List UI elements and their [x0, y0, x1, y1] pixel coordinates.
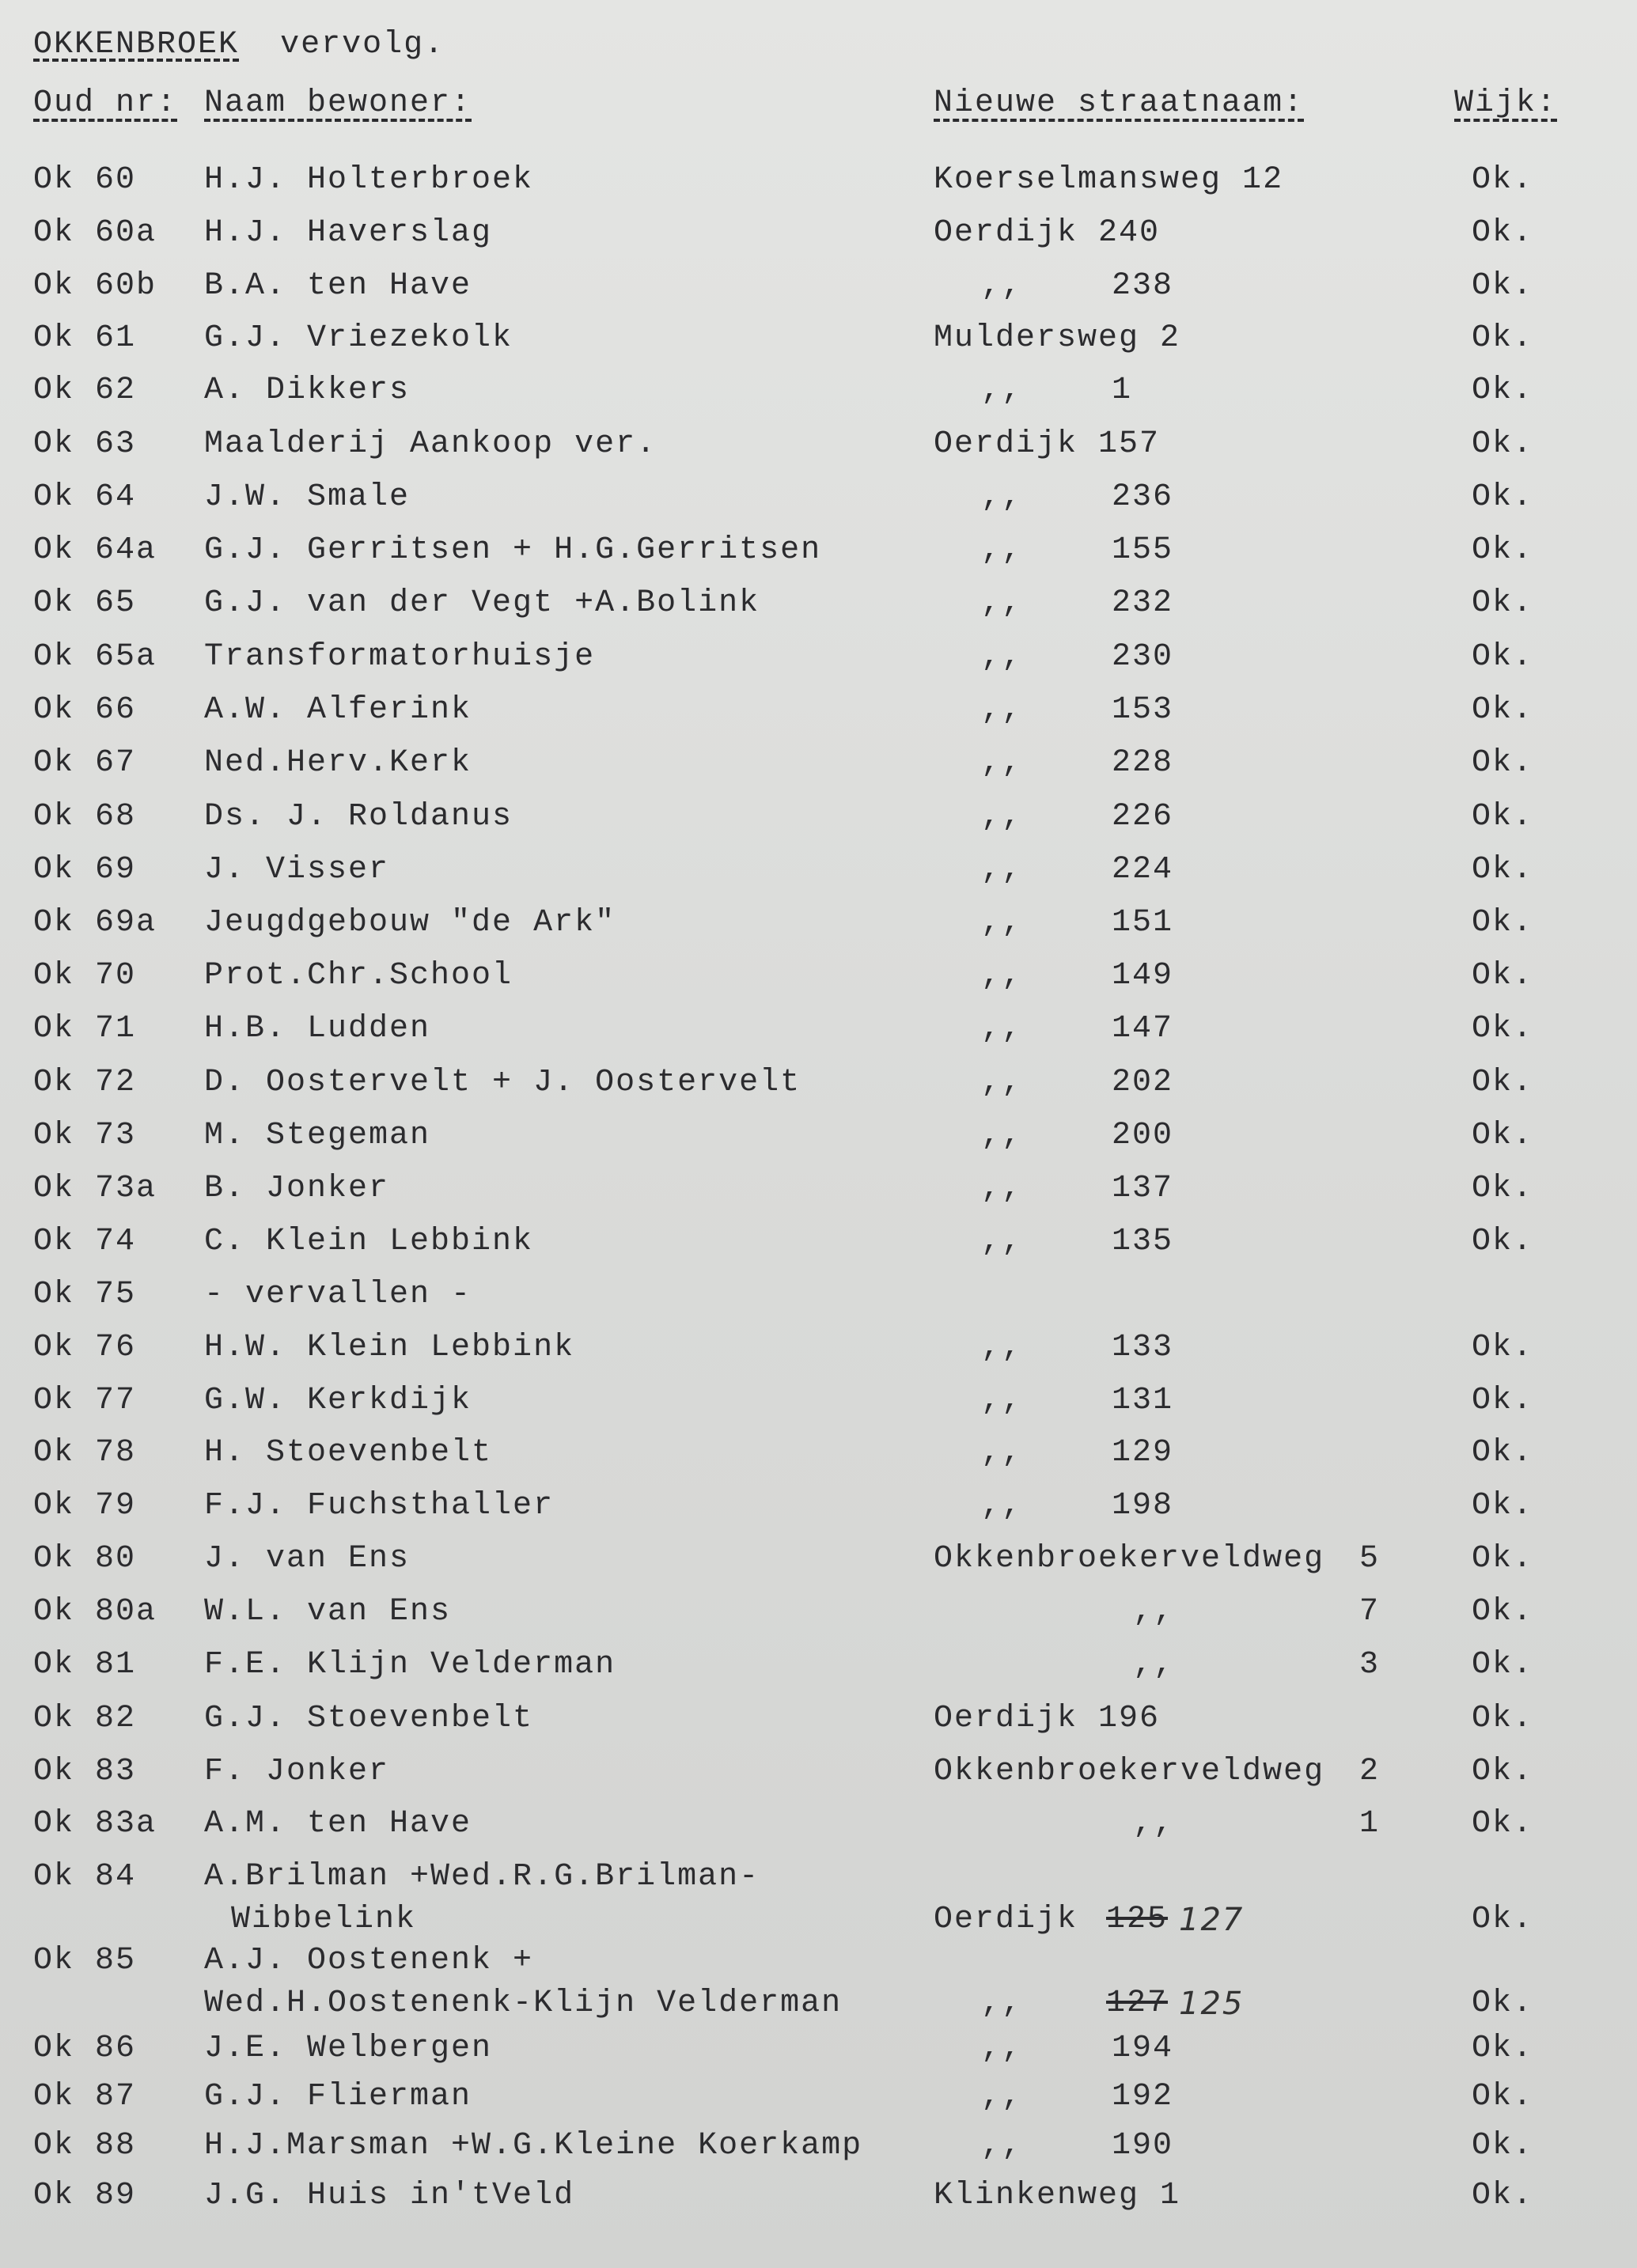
resident-name: Maalderij Aankoop ver.	[204, 426, 657, 462]
street-name: Okkenbroekerveldweg	[934, 1541, 1325, 1577]
ditto-mark: ,,	[981, 1118, 1023, 1153]
table-row	[0, 1011, 1637, 1058]
old-number: Ok 69a	[33, 905, 157, 941]
wijk-value: Ok.	[1472, 162, 1534, 198]
table-row	[0, 1943, 1637, 1990]
ditto-mark: ,,	[981, 1330, 1023, 1365]
house-number: 155	[1112, 532, 1174, 568]
wijk-value: Ok.	[1472, 1171, 1534, 1206]
house-number: 200	[1112, 1118, 1174, 1153]
resident-name: W.L. van Ens	[204, 1594, 452, 1630]
table-row	[0, 2031, 1637, 2078]
wijk-value: Ok.	[1472, 799, 1534, 835]
ditto-mark: ,,	[981, 1488, 1023, 1524]
resident-name: B. Jonker	[204, 1171, 390, 1206]
old-number: Ok 89	[33, 2178, 137, 2213]
old-number: Ok 83	[33, 1754, 137, 1789]
ditto-mark: ,,	[981, 1986, 1023, 2021]
wijk-value: Ok.	[1472, 426, 1534, 462]
ditto-mark: ,,	[981, 2079, 1023, 2115]
resident-name: J.E. Welbergen	[204, 2031, 493, 2066]
table-row	[0, 1435, 1637, 1482]
wijk-value: Ok.	[1472, 2178, 1534, 2213]
old-number: Ok 79	[33, 1488, 137, 1524]
table-row	[0, 320, 1637, 368]
table-row	[0, 852, 1637, 899]
house-number: 228	[1112, 745, 1174, 781]
old-number: Ok 85	[33, 1943, 137, 1978]
resident-name: B.A. ten Have	[204, 268, 472, 304]
old-number: Ok 78	[33, 1435, 137, 1471]
street-name: Oerdijk 157	[934, 426, 1161, 462]
wijk-value: Ok.	[1472, 1806, 1534, 1842]
resident-name: F.J. Fuchsthaller	[204, 1488, 555, 1524]
old-number: Ok 69	[33, 852, 137, 888]
old-number: Ok 63	[33, 426, 137, 462]
old-number: Ok 86	[33, 2031, 137, 2066]
table-row	[0, 1806, 1637, 1853]
old-number: Ok 60	[33, 162, 137, 198]
table-row	[0, 905, 1637, 952]
table-row	[0, 1647, 1637, 1694]
old-number: Ok 88	[33, 2128, 137, 2164]
wijk-value: Ok.	[1472, 1902, 1534, 1937]
house-number: 1	[1112, 373, 1133, 408]
old-number: Ok 60a	[33, 215, 157, 251]
wijk-value: Ok.	[1472, 1488, 1534, 1524]
resident-name: C. Klein Lebbink	[204, 1224, 534, 1259]
resident-name: Wed.H.Oostenenk-Klijn Velderman	[204, 1986, 843, 2021]
resident-name: G.J. Stoevenbelt	[204, 1701, 534, 1736]
wijk-value: Ok.	[1472, 585, 1534, 621]
table-row	[0, 162, 1637, 210]
table-row	[0, 1859, 1637, 1906]
house-number: 131	[1112, 1383, 1174, 1418]
header-nieuwe-straatnaam: Nieuwe straatnaam:	[934, 85, 1305, 121]
old-number: Ok 64a	[33, 532, 157, 568]
wijk-value: Ok.	[1472, 2031, 1534, 2066]
house-number: 190	[1112, 2128, 1174, 2164]
table-row	[0, 2178, 1637, 2225]
ditto-mark: ,,	[981, 373, 1023, 408]
table-row	[0, 2079, 1637, 2126]
house-number: 153	[1112, 692, 1174, 728]
house-number: 135	[1112, 1224, 1174, 1259]
table-row	[0, 1330, 1637, 1377]
house-number: 232	[1112, 585, 1174, 621]
table-row	[0, 1065, 1637, 1112]
table-row	[0, 532, 1637, 580]
table-row	[0, 958, 1637, 1005]
resident-name: A.J. Oostenenk +	[204, 1943, 534, 1978]
house-number: 1	[1359, 1806, 1381, 1842]
old-number: Ok 62	[33, 373, 137, 408]
wijk-value: Ok.	[1472, 1647, 1534, 1683]
old-number: Ok 75	[33, 1277, 137, 1312]
wijk-value: Ok.	[1472, 1594, 1534, 1630]
wijk-value: Ok.	[1472, 852, 1534, 888]
page-title	[33, 27, 445, 62]
house-number: 224	[1112, 852, 1174, 888]
wijk-value: Ok.	[1472, 1383, 1534, 1418]
street-name: Oerdijk 240	[934, 215, 1161, 251]
resident-name: F. Jonker	[204, 1754, 390, 1789]
old-number: Ok 68	[33, 799, 137, 835]
wijk-value: Ok.	[1472, 905, 1534, 941]
resident-name-cont: Wibbelink	[231, 1902, 417, 1937]
house-number: 151	[1112, 905, 1174, 941]
house-number: 236	[1112, 479, 1174, 515]
old-number: Ok 80a	[33, 1594, 157, 1630]
resident-name: J.G. Huis in'tVeld	[204, 2178, 575, 2213]
old-number: Ok 65a	[33, 639, 157, 675]
ditto-mark: ,,	[1133, 1806, 1175, 1842]
wijk-value: Ok.	[1472, 1754, 1534, 1789]
table-row	[0, 1383, 1637, 1430]
wijk-value: Ok.	[1472, 639, 1534, 675]
house-number: 238	[1112, 268, 1174, 304]
old-number: Ok 83a	[33, 1806, 157, 1842]
ditto-mark: ,,	[981, 479, 1023, 515]
wijk-value: Ok.	[1472, 1435, 1534, 1471]
ditto-mark: ,,	[981, 1383, 1023, 1418]
house-number: 3	[1359, 1647, 1381, 1683]
resident-name: G.W. Kerkdijk	[204, 1383, 472, 1418]
header-naam-bewoner: Naam bewoner:	[204, 85, 472, 121]
old-number: Ok 60b	[33, 268, 157, 304]
house-number: 2	[1359, 1754, 1381, 1789]
street-name: Muldersweg 2	[934, 320, 1181, 356]
table-row	[0, 1277, 1637, 1324]
ditto-mark: ,,	[981, 268, 1023, 304]
wijk-value: Ok.	[1472, 1701, 1534, 1736]
table-row	[0, 1902, 1637, 1949]
house-number: 194	[1112, 2031, 1174, 2066]
resident-name: F.E. Klijn Velderman	[204, 1647, 616, 1683]
wijk-value: Ok.	[1472, 745, 1534, 781]
resident-name: Ds. J. Roldanus	[204, 799, 513, 835]
ditto-mark: ,,	[981, 2128, 1023, 2164]
ditto-mark: ,,	[981, 692, 1023, 728]
street-name: Oerdijk 196	[934, 1701, 1161, 1736]
resident-name: H.W. Klein Lebbink	[204, 1330, 575, 1365]
wijk-value: Ok.	[1472, 2128, 1534, 2164]
ditto-mark: ,,	[981, 1011, 1023, 1047]
old-number: Ok 67	[33, 745, 137, 781]
title-sub: vervolg.	[280, 27, 445, 62]
resident-name: A.W. Alferink	[204, 692, 472, 728]
resident-name: - vervallen -	[204, 1277, 472, 1312]
wijk-value: Ok.	[1472, 692, 1534, 728]
wijk-value: Ok.	[1472, 2079, 1534, 2115]
old-number: Ok 81	[33, 1647, 137, 1683]
old-number: Ok 65	[33, 585, 137, 621]
table-row	[0, 479, 1637, 527]
wijk-value: Ok.	[1472, 532, 1534, 568]
table-row	[0, 1986, 1637, 2033]
old-number: Ok 64	[33, 479, 137, 515]
resident-name: H. Stoevenbelt	[204, 1435, 493, 1471]
old-number: Ok 84	[33, 1859, 137, 1895]
struck-house-number: 125	[1106, 1902, 1169, 1937]
wijk-value: Ok.	[1472, 958, 1534, 994]
wijk-value: Ok.	[1472, 1118, 1534, 1153]
house-number: 5	[1359, 1541, 1381, 1577]
ditto-mark: ,,	[981, 905, 1023, 941]
resident-name: Jeugdgebouw "de Ark"	[204, 905, 616, 941]
old-number: Ok 61	[33, 320, 137, 356]
table-row	[0, 268, 1637, 316]
old-number: Ok 73	[33, 1118, 137, 1153]
old-number: Ok 80	[33, 1541, 137, 1577]
old-number: Ok 76	[33, 1330, 137, 1365]
ditto-mark: ,,	[1133, 1594, 1175, 1630]
resident-name: A.M. ten Have	[204, 1806, 472, 1842]
wijk-value: Ok.	[1472, 268, 1534, 304]
table-row	[0, 1224, 1637, 1271]
wijk-value: Ok.	[1472, 1986, 1534, 2021]
header-wijk: Wijk:	[1454, 85, 1558, 121]
resident-name: G.J. Vriezekolk	[204, 320, 513, 356]
resident-name: G.J. van der Vegt +A.Bolink	[204, 585, 760, 621]
resident-name: Ned.Herv.Kerk	[204, 745, 472, 781]
ditto-mark: ,,	[981, 745, 1023, 781]
resident-name: A.Brilman +Wed.R.G.Brilman-	[204, 1859, 760, 1895]
house-number: 202	[1112, 1065, 1174, 1100]
old-number: Ok 73a	[33, 1171, 157, 1206]
wijk-value: Ok.	[1472, 1065, 1534, 1100]
resident-name: Prot.Chr.School	[204, 958, 513, 994]
table-row	[0, 1754, 1637, 1801]
table-row	[0, 692, 1637, 740]
old-number: Ok 74	[33, 1224, 137, 1259]
ditto-mark: ,,	[981, 1435, 1023, 1471]
table-row	[0, 426, 1637, 474]
house-number: 133	[1112, 1330, 1174, 1365]
street-name: Oerdijk	[934, 1902, 1078, 1937]
ditto-mark: ,,	[981, 958, 1023, 994]
resident-name: H.J.Marsman +W.G.Kleine Koerkamp	[204, 2128, 863, 2164]
resident-name: J.W. Smale	[204, 479, 411, 515]
handwritten-house-number: 125	[1179, 1986, 1245, 2022]
ditto-mark: ,,	[981, 639, 1023, 675]
resident-name: H.J. Holterbroek	[204, 162, 534, 198]
ditto-mark: ,,	[981, 585, 1023, 621]
house-number: 192	[1112, 2079, 1174, 2115]
house-number: 137	[1112, 1171, 1174, 1206]
house-number: 7	[1359, 1594, 1381, 1630]
handwritten-house-number: 127	[1179, 1902, 1245, 1938]
table-row	[0, 639, 1637, 687]
resident-name: D. Oostervelt + J. Oostervelt	[204, 1065, 801, 1100]
old-number: Ok 82	[33, 1701, 137, 1736]
resident-name: G.J. Gerritsen + H.G.Gerritsen	[204, 532, 822, 568]
table-row	[0, 745, 1637, 793]
street-name: Okkenbroekerveldweg	[934, 1754, 1325, 1789]
wijk-value: Ok.	[1472, 1224, 1534, 1259]
old-number: Ok 72	[33, 1065, 137, 1100]
resident-name: H.B. Ludden	[204, 1011, 431, 1047]
resident-name: J. van Ens	[204, 1541, 411, 1577]
ditto-mark: ,,	[981, 1224, 1023, 1259]
old-number: Ok 71	[33, 1011, 137, 1047]
street-name: Koerselmansweg 12	[934, 162, 1284, 198]
house-number: 226	[1112, 799, 1174, 835]
house-number: 230	[1112, 639, 1174, 675]
old-number: Ok 77	[33, 1383, 137, 1418]
title-main: OKKENBROEK	[33, 27, 240, 62]
house-number: 147	[1112, 1011, 1174, 1047]
table-row	[0, 799, 1637, 846]
ditto-mark: ,,	[1133, 1647, 1175, 1683]
table-row	[0, 1594, 1637, 1641]
ditto-mark: ,,	[981, 799, 1023, 835]
struck-house-number: 127	[1106, 1986, 1169, 2021]
ditto-mark: ,,	[981, 852, 1023, 888]
table-row	[0, 215, 1637, 263]
wijk-value: Ok.	[1472, 320, 1534, 356]
wijk-value: Ok.	[1472, 479, 1534, 515]
header-oud-nr: Oud nr:	[33, 85, 178, 121]
street-name: Klinkenweg 1	[934, 2178, 1181, 2213]
house-number: 198	[1112, 1488, 1174, 1524]
table-row	[0, 1171, 1637, 1218]
resident-name: G.J. Flierman	[204, 2079, 472, 2115]
ditto-mark: ,,	[981, 1171, 1023, 1206]
resident-name: H.J. Haverslag	[204, 215, 493, 251]
table-row	[0, 2128, 1637, 2175]
house-number: 129	[1112, 1435, 1174, 1471]
old-number: Ok 70	[33, 958, 137, 994]
table-row	[0, 585, 1637, 633]
resident-name: A. Dikkers	[204, 373, 411, 408]
wijk-value: Ok.	[1472, 1330, 1534, 1365]
ditto-mark: ,,	[981, 2031, 1023, 2066]
wijk-value: Ok.	[1472, 373, 1534, 408]
resident-name: Transformatorhuisje	[204, 639, 596, 675]
ditto-mark: ,,	[981, 1065, 1023, 1100]
resident-name: M. Stegeman	[204, 1118, 431, 1153]
table-row	[0, 373, 1637, 420]
wijk-value: Ok.	[1472, 1011, 1534, 1047]
house-number: 149	[1112, 958, 1174, 994]
table-row	[0, 1701, 1637, 1748]
table-row	[0, 1488, 1637, 1535]
table-row	[0, 1541, 1637, 1588]
table-row	[0, 1118, 1637, 1165]
old-number: Ok 66	[33, 692, 137, 728]
resident-name: J. Visser	[204, 852, 390, 888]
ditto-mark: ,,	[981, 532, 1023, 568]
old-number: Ok 87	[33, 2079, 137, 2115]
wijk-value: Ok.	[1472, 1541, 1534, 1577]
wijk-value: Ok.	[1472, 215, 1534, 251]
